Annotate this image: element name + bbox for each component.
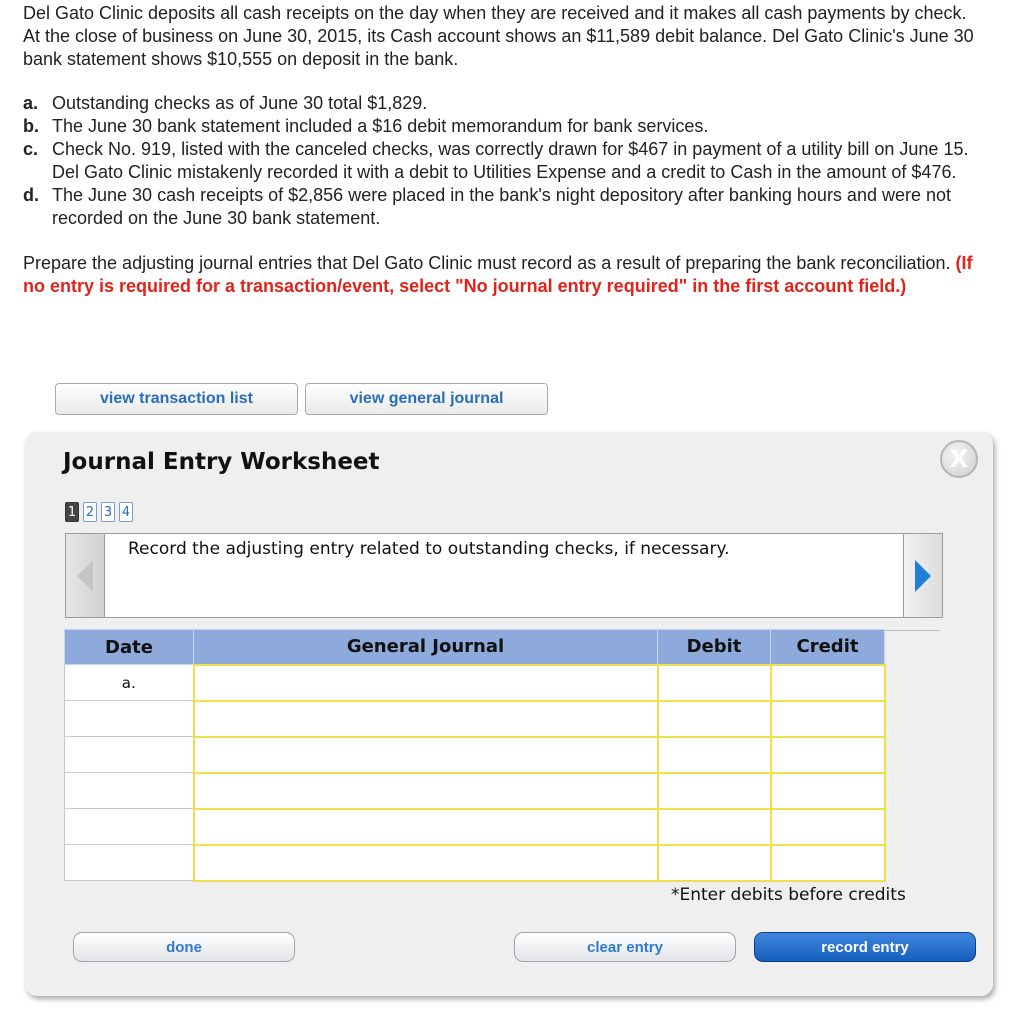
table-row <box>65 809 885 845</box>
instruction-warning: (If no entry is required for a transaction/event, select "No journal entry required" in the first account field.) <box>23 253 973 296</box>
done-button[interactable]: done <box>73 932 295 962</box>
page-tabs <box>65 502 133 522</box>
account-field[interactable] <box>194 701 658 737</box>
journal-entry-worksheet <box>25 432 993 996</box>
column-header-debit: Debit <box>658 630 771 665</box>
problem-item-text: Check No. 919, listed with the canceled checks, was correctly drawn for $467 in payment of a utility bill on June 15. Del Gato Clinic mistakenly recorded it with a debit to Utilities Expense and a credit to Cash in the amount of $476. <box>52 139 969 182</box>
problem-item-letter: c. <box>23 139 39 159</box>
account-field[interactable] <box>194 665 658 701</box>
account-field[interactable] <box>194 845 658 881</box>
record-entry-button[interactable]: record entry <box>754 932 976 962</box>
problem-item-letter: b. <box>23 116 39 136</box>
debit-field[interactable] <box>658 665 771 701</box>
table-row <box>65 773 885 809</box>
instruction-text: Prepare the adjusting journal entries that Del Gato Clinic must record as a result of preparing the bank reconciliation. <box>23 253 956 273</box>
prompt-box <box>65 533 943 618</box>
problem-item <box>23 138 983 184</box>
problem-intro: Del Gato Clinic deposits all cash receipts on the day when they are received and it makes all cash payments by check. At the close of business on June 30, 2015, its Cash account shows an $11,589 debit balance. Del Gato Clinic's June 30 bank statement shows $10,555 on deposit in the bank. <box>23 3 974 69</box>
close-icon[interactable]: X <box>940 440 978 478</box>
column-header-credit: Credit <box>771 630 885 665</box>
column-header-general-journal: General Journal <box>194 630 658 665</box>
credit-field[interactable] <box>771 809 885 845</box>
debit-field[interactable] <box>658 701 771 737</box>
table-row <box>65 737 885 773</box>
account-field[interactable] <box>194 773 658 809</box>
table-row <box>65 665 885 701</box>
date-cell <box>65 701 194 737</box>
next-arrow-button[interactable] <box>903 533 943 618</box>
table-row <box>65 701 885 737</box>
clear-entry-button[interactable]: clear entry <box>514 932 736 962</box>
prompt-text: Record the adjusting entry related to outstanding checks, if necessary. <box>128 539 730 559</box>
problem-statement <box>23 2 983 298</box>
date-cell <box>65 773 194 809</box>
worksheet-title: Journal Entry Worksheet <box>63 449 380 475</box>
previous-arrow-button[interactable] <box>65 533 105 618</box>
date-cell <box>65 737 194 773</box>
problem-item <box>23 92 983 115</box>
debits-note: *Enter debits before credits <box>671 885 906 905</box>
debit-field[interactable] <box>658 809 771 845</box>
view-transaction-list-button[interactable]: view transaction list <box>55 383 298 415</box>
page-tab-1[interactable]: 1 <box>65 502 79 522</box>
page-tab-4[interactable]: 4 <box>119 502 133 522</box>
account-field[interactable] <box>194 809 658 845</box>
credit-field[interactable] <box>771 665 885 701</box>
credit-field[interactable] <box>771 701 885 737</box>
problem-item-text: The June 30 cash receipts of $2,856 were placed in the bank's night depository after banking hours and were not recorded on the June 30 bank statement. <box>52 185 952 228</box>
problem-item <box>23 115 983 138</box>
problem-item-text: The June 30 bank statement included a $16 debit memorandum for bank services. <box>52 116 709 136</box>
journal-table <box>64 629 886 882</box>
problem-item-letter: d. <box>23 185 39 205</box>
credit-field[interactable] <box>771 845 885 881</box>
debit-field[interactable] <box>658 845 771 881</box>
problem-item <box>23 184 983 230</box>
header-divider <box>885 630 940 631</box>
arrow-right-icon <box>915 560 931 592</box>
debit-field[interactable] <box>658 773 771 809</box>
column-header-date: Date <box>65 630 194 665</box>
account-field[interactable] <box>194 737 658 773</box>
instruction <box>23 252 983 298</box>
arrow-left-icon <box>77 560 93 592</box>
problem-item-text: Outstanding checks as of June 30 total $1,829. <box>52 93 428 113</box>
date-cell: a. <box>65 665 194 701</box>
problem-item-letter: a. <box>23 93 39 113</box>
credit-field[interactable] <box>771 773 885 809</box>
table-header <box>65 630 885 665</box>
problem-item-list <box>23 92 983 230</box>
page-tab-3[interactable]: 3 <box>101 502 115 522</box>
debit-field[interactable] <box>658 737 771 773</box>
credit-field[interactable] <box>771 737 885 773</box>
page-tab-2[interactable]: 2 <box>83 502 97 522</box>
date-cell <box>65 809 194 845</box>
view-general-journal-button[interactable]: view general journal <box>305 383 548 415</box>
date-cell <box>65 845 194 881</box>
table-row <box>65 845 885 881</box>
